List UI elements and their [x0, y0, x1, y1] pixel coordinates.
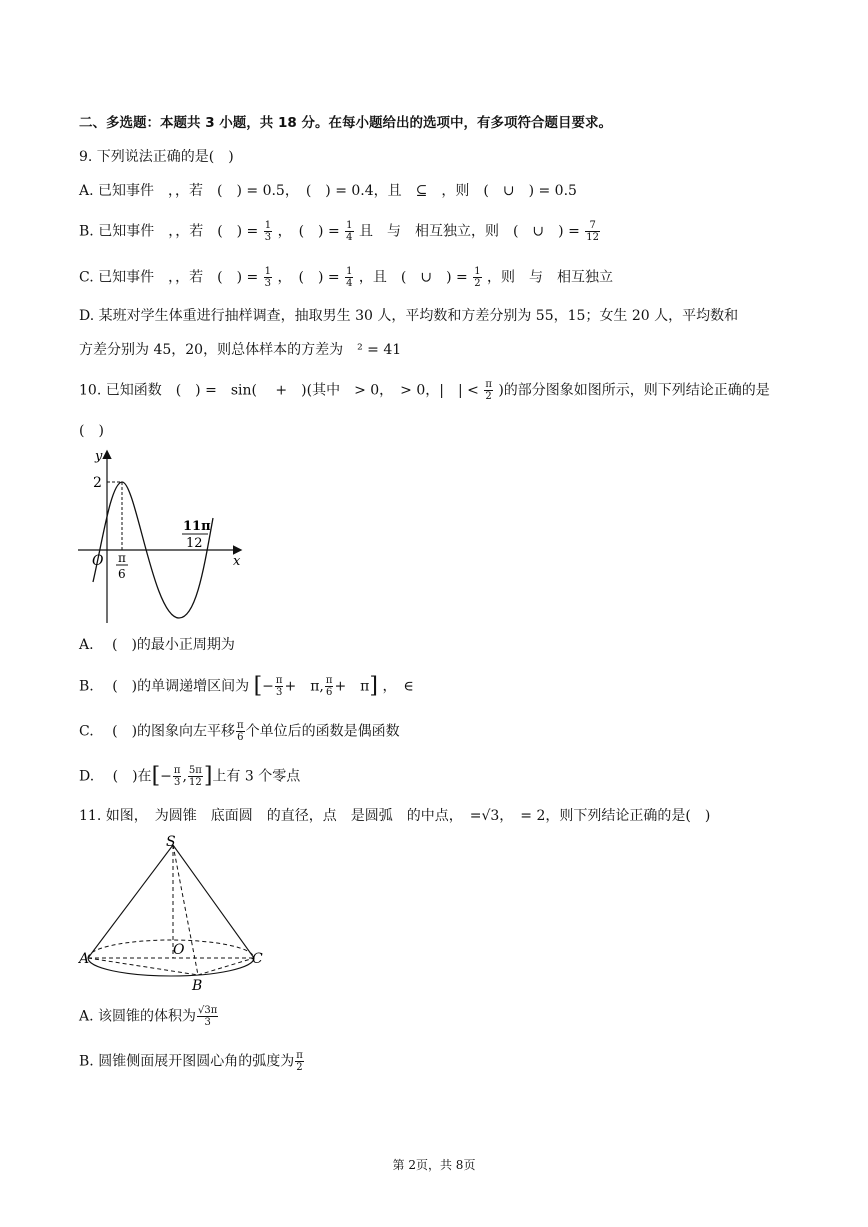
max-value-label: 2 [93, 475, 102, 491]
interval-text: + π, [284, 678, 324, 695]
fraction: $\frac{\pi}{3}$ [275, 675, 283, 698]
q9-option-c [79, 266, 613, 289]
tick-pi-6-numerator: π [118, 551, 126, 565]
q9-option-d-line2: 方差分别为 45，20，则总体样本的方差为 ² = 41 [79, 342, 402, 358]
tick-11pi-12-denominator: 12 [186, 536, 203, 551]
fraction: $\frac{\pi}{6}$ [237, 720, 244, 743]
right-bracket: ] [203, 763, 213, 789]
q10-option-c [79, 720, 400, 743]
center-label: O [173, 942, 185, 958]
point-b-label: B [192, 978, 203, 994]
interval-text: + π [334, 678, 370, 695]
fraction: $\frac{7}{12}$ [586, 220, 599, 243]
segment-ab [88, 958, 198, 975]
q10-stem-text: )的部分图象如图所示，则下列结论正确的是 [498, 382, 770, 399]
fraction: $\frac{1}{4}$ [346, 266, 353, 289]
q10-option-c-text: 个单位后的函数是偶函数 [245, 723, 400, 740]
q9-option-b-text: ， ( ) = [277, 223, 340, 240]
fraction: $\frac{1}{3}$ [264, 266, 272, 289]
fraction: $\frac{\pi}{3}$ [173, 765, 181, 788]
q10-option-b-text: B. ( )的单调递增区间为 [79, 678, 250, 695]
q11-option-b-text: B. 圆锥侧面展开图圆心角的弧度为 [79, 1053, 295, 1070]
fraction: $\frac{\pi}{6}$ [325, 675, 333, 698]
minus-sign: − [160, 768, 172, 785]
q10-option-d-text: 上有 3 个零点 [212, 768, 301, 785]
fraction: $\frac{\pi}{2}$ [296, 1050, 303, 1073]
fraction: $\frac{\pi}{2}$ [485, 379, 492, 402]
sine-graph-figure [78, 448, 248, 628]
fraction: $\frac{1}{4}$ [346, 220, 353, 243]
q10-stem-text: 10. 已知函数 ( ) = sin( + )(其中 > 0， > 0，| | < [79, 382, 479, 399]
q11-option-a-text: A. 该圆锥的体积为 [79, 1008, 197, 1025]
right-bracket: ] [369, 673, 378, 699]
cone-side-right [173, 845, 254, 958]
tick-pi-6-denominator: 6 [118, 567, 126, 581]
q10-option-d-text: D. ( )在 [79, 768, 152, 785]
base-back-arc [88, 940, 254, 958]
fraction: $\frac{1}{2}$ [474, 266, 481, 289]
fraction: $\frac{√3\pi}{3}$ [198, 1005, 218, 1028]
q10-option-b-text: ， ∈ [382, 678, 414, 695]
q9-option-c-text: ，则 与 相互独立 [487, 269, 614, 286]
q9-option-b-text: 且 与 相互独立，则 ( ∪ ) = [358, 223, 580, 240]
x-axis-label: x [233, 554, 241, 569]
fraction: $\frac{1}{3}$ [264, 220, 272, 243]
q10-option-c-text: C. ( )的图象向左平移 [79, 723, 236, 740]
origin-label: O [92, 553, 104, 569]
fraction: $\frac{5\pi}{12}$ [188, 765, 202, 788]
q11-stem: 11. 如图， 为圆锥 底面圆 的直径，点 是圆弧 的中点， =√3， = 2，则下列结论正确的是( ) [79, 808, 711, 824]
minus-sign: − [262, 678, 274, 695]
q10-answer-paren: ( ) [79, 423, 104, 439]
base-front-arc [88, 958, 254, 976]
cone-side-left [88, 845, 173, 958]
left-bracket: [ [253, 673, 263, 699]
q10-option-b [79, 675, 414, 698]
q10-option-d: D. ( )在[− $\frac{\pi}{3}$ , $\frac{5\pi}{12}$ ]上有 3 个零点 [79, 763, 301, 789]
q9-option-c-text: ， ( ) = [277, 269, 340, 286]
apex-label: S [166, 834, 176, 850]
tick-11pi-12-numerator: 11π [183, 519, 211, 534]
left-bracket: [ [151, 763, 161, 789]
q10-stem [79, 379, 770, 402]
q10-option-a: A. ( )的最小正周期为 [79, 637, 235, 653]
q9-option-b-text: B. 已知事件 ，，若 ( ) = [79, 223, 259, 240]
y-axis-label: y [95, 449, 103, 464]
q9-stem: 9. 下列说法正确的是( ) [79, 149, 234, 165]
point-a-label: A [79, 951, 90, 967]
q9-option-a: A. 已知事件 ，，若 ( ) = 0.5， ( ) = 0.4，且 ⊆ ，则 ( ∪ ) = 0.5 [79, 183, 577, 199]
q9-option-c-text: ，且 ( ∪ ) = [358, 269, 468, 286]
q9-option-c-text: C. 已知事件 ，，若 ( ) = [79, 269, 259, 286]
point-c-label: C [252, 951, 263, 967]
section-header: 二、多选题：本题共 3 小题，共 18 分。在每小题给出的选项中，有多项符合题目要求。 [79, 115, 612, 131]
page-footer: 第 2页，共 8页 [392, 1158, 476, 1172]
q9-option-b [79, 220, 601, 243]
cone-figure [78, 832, 268, 994]
q11-option-b [79, 1050, 305, 1073]
q9-option-d-line1: D. 某班对学生体重进行抽样调查，抽取男生 30 人，平均数和方差分别为 55，15；女生 20 人，平均数和 [79, 308, 739, 324]
q11-option-a [79, 1005, 219, 1028]
